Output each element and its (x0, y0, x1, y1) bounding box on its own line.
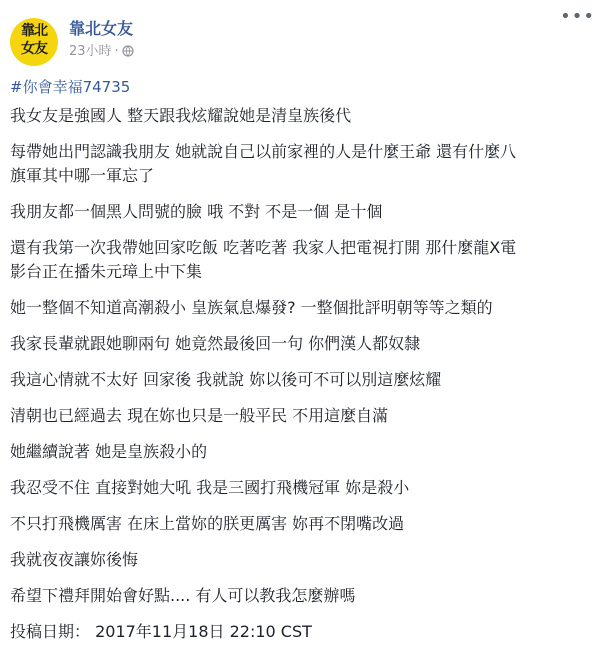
post-text-line: 我忍受不住 直接對她大吼 我是三國打飛機冠軍 妳是殺小 (10, 478, 410, 497)
post-text-line: 我朋友都一個黑人問號的臉 哦 不對 不是一個 是十個 (10, 202, 383, 221)
post-paragraph (10, 620, 600, 644)
post-text-line: 每帶她出門認識我朋友 她就說自己以前家裡的人是什麼王爺 還有什麼八 (10, 142, 517, 161)
page-name-link[interactable]: 靠北女友 (69, 19, 134, 38)
post-timestamp[interactable]: 23小時 (69, 44, 112, 59)
post-text-line: 還有我第一次我帶她回家吃飯 吃著吃著 我家人把電視打開 那什麼龍X電 (10, 238, 517, 257)
avatar-logo-text (10, 22, 58, 58)
post-paragraph (10, 476, 600, 500)
post-text-line: 希望下禮拜開始會好點.... 有人可以教我怎麼辦嗎 (10, 586, 356, 605)
post-text-line: 我家長輩就跟她聊兩句 她竟然最後回一句 你們漢人都奴隸 (10, 334, 421, 353)
post-text-line: 影台正在播朱元璋上中下集 (10, 262, 203, 281)
post-text-line: 清朝也已經過去 現在妳也只是一般平民 不用這麼自滿 (10, 406, 389, 425)
more-options-icon[interactable]: ••• (560, 6, 595, 27)
post-paragraph (10, 236, 600, 284)
post-text-line: 投稿日期： 2017年11月18日 22:10 CST (10, 622, 312, 641)
avatar-text-line1: 靠北 (21, 23, 47, 39)
post-text-line: 她一整個不知道高潮殺小 皇族氣息爆發? 一整個批評明朝等等之類的 (10, 298, 493, 317)
post-text-line: 她繼續說著 她是皇族殺小的 (10, 442, 208, 461)
avatar-text-line2: 女友 (21, 41, 47, 57)
hashtag-link[interactable]: #你會幸福74735 (10, 78, 131, 96)
post-text-line: 我這心情就不太好 回家後 我就說 妳以後可不可以別這麼炫耀 (10, 370, 442, 389)
post-text-line: 我就夜夜讓妳後悔 (10, 550, 139, 569)
post-text-line: 我女友是強國人 整天跟我炫耀說她是清皇族後代 (10, 106, 352, 125)
meta-separator: · (114, 44, 119, 59)
post-paragraph (10, 548, 600, 572)
page-avatar[interactable] (10, 18, 58, 66)
post-paragraph (10, 440, 600, 464)
post-meta (69, 40, 134, 61)
post-paragraph (10, 296, 600, 320)
post-paragraph (10, 200, 600, 224)
post-body (10, 104, 600, 656)
post-header (0, 0, 607, 64)
post-text-line: 旗軍其中哪一軍忘了 (10, 166, 155, 185)
post-paragraph (10, 368, 600, 392)
post-paragraph (10, 104, 600, 128)
post-paragraph (10, 332, 600, 356)
post-paragraph (10, 584, 600, 608)
post-paragraph (10, 404, 600, 428)
post-paragraph (10, 512, 600, 536)
post-text-line: 不只打飛機厲害 在床上當妳的朕更厲害 妳再不閉嘴改過 (10, 514, 405, 533)
globe-icon (122, 45, 134, 61)
post-paragraph (10, 140, 600, 188)
